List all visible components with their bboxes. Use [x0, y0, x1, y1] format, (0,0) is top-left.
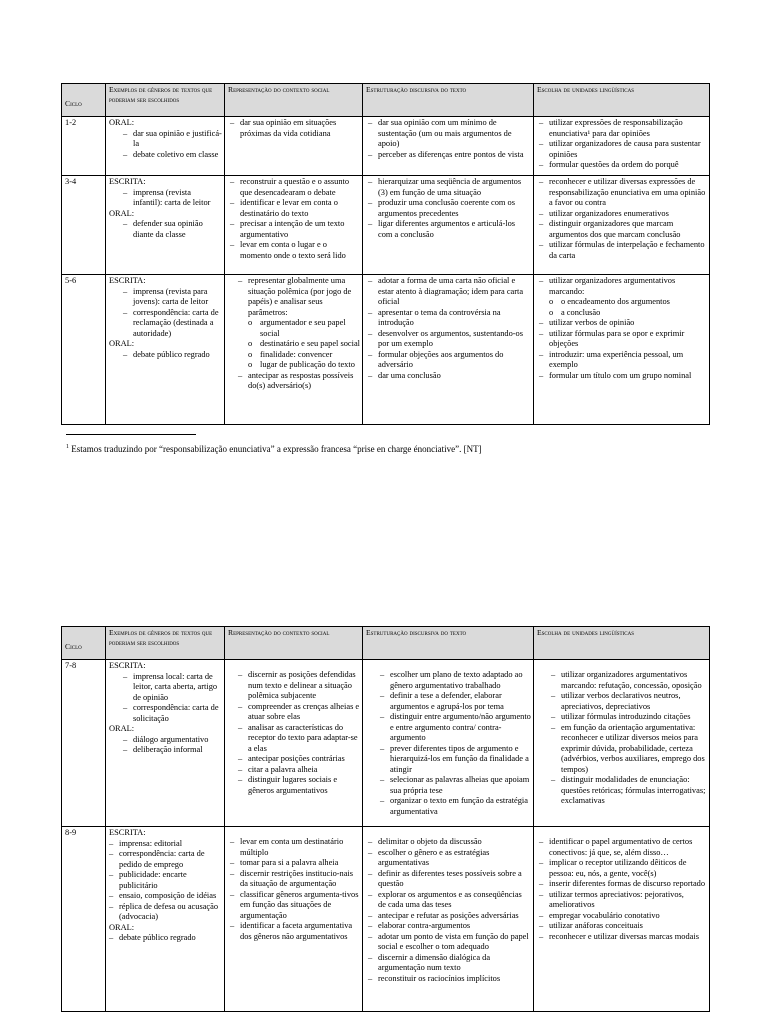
list-item: – discernir as posições defendidas num texto e delinear a situação polêmica subjacente — [236, 670, 360, 702]
structure-cell — [363, 176, 534, 275]
list-item: – utilizar fórmulas de interpelação e fechamento da carta — [537, 240, 707, 261]
list-item: – organizar o texto em função da estratégia argumentativa — [378, 796, 531, 817]
escrita-label: ESCRITA: — [109, 661, 146, 670]
list-item: – delimitar o objeto da discussão — [366, 837, 531, 848]
table-2 — [61, 626, 710, 1012]
escrita-label: ESCRITA: — [109, 276, 146, 285]
est-list — [378, 670, 531, 817]
list-item: – levar em conta um destinatário múltiplo — [228, 837, 360, 858]
esc-list — [537, 118, 707, 171]
representation-cell — [225, 117, 363, 176]
linguistic-cell — [534, 176, 710, 275]
list-item: – escolher o gênero e as estratégias argumentativas — [366, 848, 531, 869]
list-item: – levar em conta o lugar e o momento onde o texto será lido — [228, 240, 360, 261]
list-item: – dar uma conclusão — [366, 371, 531, 382]
cycle-cell: 8-9 — [62, 827, 106, 1012]
list-item: – utilizar expressões de responsabilização enunciativa¹ para dar opiniões — [537, 118, 707, 139]
genre-list — [121, 188, 222, 209]
structure-cell — [363, 275, 534, 425]
header-estruturacao: Estruturação discursiva do texto — [363, 84, 534, 117]
list-item: – analisar as características do receptor do texto para adaptar-se a elas — [236, 723, 360, 755]
cycle-cell: 3-4 — [62, 176, 106, 275]
cycle-cell: 1-2 — [62, 117, 106, 176]
list-item: – identificar e levar em conta o destinatário do texto — [228, 198, 360, 219]
rep-list — [236, 276, 360, 392]
list-item: – correspondência: carta de pedido de emprego — [109, 849, 222, 870]
list-item: – correspondência: carta de reclamação (destinada a autoridade) — [121, 308, 222, 340]
list-item: – perceber as diferenças entre pontos de vista — [366, 150, 531, 161]
footnote-mark: 1 — [66, 444, 69, 450]
structure-cell — [363, 660, 534, 827]
list-item: – explorar os argumentos e as conseqüências de cada uma das teses — [366, 890, 531, 911]
genres-cell — [106, 660, 225, 827]
list-item: – em função da orientação argumentativa: reconhecer e utilizar diversos meios para exprimir dúvida, probabilidade, certeza (advérbios, verbos auxiliares, emprego dos tempos) — [549, 723, 707, 776]
list-item: – reconhecer e utilizar diversas expressões de responsabilização enunciativa em uma opinião a favor ou contra — [537, 177, 707, 209]
list-item-text: utilizar organizadores argumentativos marcando: — [549, 276, 676, 296]
list-item: – desenvolver os argumentos, sustentando-os por um exemplo — [366, 329, 531, 350]
list-item: – debate público regrado — [121, 350, 222, 361]
sub-list-item: o argumentador e seu papel social — [248, 318, 360, 339]
esc-list — [537, 276, 707, 381]
list-item: – classificar gêneros argumenta-tivos em função das situações de argumentação — [228, 890, 360, 922]
esc-list — [549, 670, 707, 807]
list-item: – ensaio, composição de idéias — [109, 891, 222, 902]
structure-cell — [363, 117, 534, 176]
rep-list — [236, 670, 360, 796]
list-item: – elaborar contra-argumentos — [366, 921, 531, 932]
footnote-separator — [66, 434, 196, 435]
list-item: – debate público regrado — [109, 933, 222, 944]
genre-list — [121, 735, 222, 756]
footnote-text: Estamos traduzindo por “responsabilização enunciativa” a expressão francesa “prise en charge énonciative”. [NT] — [71, 444, 482, 454]
header-representacao: Representação do contexto social — [225, 84, 363, 117]
sub-list — [248, 318, 360, 371]
linguistic-cell — [534, 660, 710, 827]
list-item: – ligar diferentes argumentos e articulá-los com a conclusão — [366, 219, 531, 240]
rep-list — [228, 118, 360, 139]
table-header-row — [62, 84, 710, 117]
list-item: – utilizar fórmulas para se opor e exprimir objeções — [537, 329, 707, 350]
genres-cell — [106, 827, 225, 1012]
list-item: – antecipar as respostas possíveis do(s) adversário(s) — [236, 371, 360, 392]
list-item: – correspondência: carta de solicitação — [121, 703, 222, 724]
list-item: – utilizar fórmulas introduzindo citações — [549, 712, 707, 723]
list-item: – adotar um ponto de vista em função do papel social e escolher o tom adequado — [366, 932, 531, 953]
header-escolha: Escolha de unidades lingüísticas — [534, 84, 710, 117]
est-list — [366, 276, 531, 381]
list-item: – discernir a dimensão dialógica da argumentação num texto — [366, 953, 531, 974]
esc-list — [537, 177, 707, 261]
genre-list — [121, 350, 222, 361]
list-item: – utilizar organizadores argumentativos marcando: refutação, concessão, oposição — [549, 670, 707, 691]
list-item: – formular objeções aos argumentos do adversário — [366, 350, 531, 371]
list-item: – apresentar o tema da controvérsia na introdução — [366, 308, 531, 329]
list-item: – imprensa (revista infantil): carta de leitor — [121, 188, 222, 209]
list-item: – escolher um plano de texto adaptado ao gênero argumentativo trabalhado — [378, 670, 531, 691]
list-item: – dar sua opinião em situações próximas da vida cotidiana — [228, 118, 360, 139]
list-item: – formular um título com um grupo nominal — [537, 371, 707, 382]
list-item: – publicidade: encarte publicitário — [109, 870, 222, 891]
representation-cell — [225, 827, 363, 1012]
header-generos: Exemplos de gêneros de textos que poderiam ser escolhidos — [106, 84, 225, 117]
list-item: – reconstituir os raciocínios implícitos — [366, 974, 531, 985]
cycle-cell: 7-8 — [62, 660, 106, 827]
list-item: – definir as diferentes teses possíveis sobre a questão — [366, 869, 531, 890]
esc-list — [537, 837, 707, 942]
sub-list-item: o o encadeamento dos argumentos — [549, 297, 707, 308]
list-item: – tomar para si a palavra alheia — [228, 858, 360, 869]
list-item: – distinguir modalidades de enunciação: questões retóricas; fórmulas interrogativas; exclamativas — [549, 775, 707, 807]
list-item: – imprensa local: carta de leitor, carta aberta, artigo de opinião — [121, 672, 222, 704]
sub-list-item: o a conclusão — [549, 308, 707, 319]
list-item: – utilizar anáforas conceituais — [537, 921, 707, 932]
list-item: – imprensa: editorial — [109, 839, 222, 850]
list-item: – diálogo argumentativo — [121, 735, 222, 746]
list-item: – dar sua opinião com um mínimo de sustentação (um ou mais argumentos de apoio) — [366, 118, 531, 150]
header-estruturacao: Estruturação discursiva do texto — [363, 627, 534, 660]
list-item: – utilizar organizadores enumerativos — [537, 209, 707, 220]
list-item: – compreender as crenças alheias e atuar sobre elas — [236, 702, 360, 723]
list-item: – réplica de defesa ou acusação (advocacia) — [109, 902, 222, 923]
genres-cell — [106, 275, 225, 425]
list-item: – distinguir organizadores que marcam argumentos dos que marcam conclusão — [537, 219, 707, 240]
header-generos: Exemplos de gêneros de textos que poderiam ser escolhidos — [106, 627, 225, 660]
list-item: – distinguir entre argumento/não argumento e entre argumento contra/ contra-argumento — [378, 712, 531, 744]
sub-list-item: o lugar de publicação do texto — [248, 360, 360, 371]
list-item: – identificar a faceta argumentativa dos gêneros não argumentativos — [228, 921, 360, 942]
list-item: – inserir diferentes formas de discurso reportado — [537, 879, 707, 890]
genres-cell — [106, 117, 225, 176]
list-item: – deliberação informal — [121, 745, 222, 756]
list-item: – reconstruir a questão e o assunto que desencadearam o debate — [228, 177, 360, 198]
escrita-label: ESCRITA: — [109, 177, 146, 186]
list-item: – dar sua opinião e justificá-la — [121, 129, 222, 150]
table-1 — [61, 83, 710, 425]
representation-cell — [225, 660, 363, 827]
oral-label: ORAL: — [109, 922, 135, 932]
table-row — [62, 827, 710, 1012]
header-escolha: Escolha de unidades lingüísticas — [534, 627, 710, 660]
list-item: – formular questões da ordem do porquê — [537, 160, 707, 171]
table-row — [62, 176, 710, 275]
list-item: – defender sua opinião diante da classe — [121, 219, 222, 240]
list-item: – reconhecer e utilizar diversas marcas modais — [537, 932, 707, 943]
table-row — [62, 275, 710, 425]
genre-list — [121, 287, 222, 340]
header-ciclo: Ciclo — [62, 627, 106, 660]
list-item: – definir a tese a defender, elaborar argumentos e agrupá-los por tema — [378, 691, 531, 712]
list-item: – introduzir: uma experiência pessoal, um exemplo — [537, 350, 707, 371]
cycle-cell: 5-6 — [62, 275, 106, 425]
list-item: – antecipar e refutar as posições adversárias — [366, 911, 531, 922]
oral-label: ORAL: — [109, 339, 135, 348]
escrita-label: ESCRITA: — [109, 828, 146, 837]
list-item: – adotar a forma de uma carta não oficial e estar atento à diagramação; idem para carta oficial — [366, 276, 531, 308]
est-list — [366, 177, 531, 240]
header-representacao: Representação do contexto social — [225, 627, 363, 660]
list-item: – produzir uma conclusão coerente com os argumentos precedentes — [366, 198, 531, 219]
linguistic-cell — [534, 117, 710, 176]
oral-label: ORAL: — [109, 724, 135, 733]
list-item: – selecionar as palavras alheias que apoiam sua própria tese — [378, 775, 531, 796]
table-header-row — [62, 627, 710, 660]
sub-list-item: o finalidade: convencer — [248, 350, 360, 361]
list-item: – discernir restrições institucio-nais da situação de argumentação — [228, 869, 360, 890]
genres-cell — [106, 176, 225, 275]
rep-list — [228, 837, 360, 942]
list-item: – utilizar termos apreciativos: pejorativos, ameliorativos — [537, 890, 707, 911]
rep-list — [228, 177, 360, 261]
genre-list — [121, 129, 222, 161]
list-item-text: representar globalmente uma situação polêmica (por jogo de papéis) e analisar seus parâmetros: — [248, 276, 352, 317]
list-item: – citar a palavra alheia — [236, 765, 360, 776]
oral-label: ORAL: — [109, 208, 135, 218]
list-item: – debate coletivo em classe — [121, 150, 222, 161]
table-row — [62, 117, 710, 176]
list-item: – distinguir lugares sociais e gêneros argumentativos — [236, 775, 360, 796]
linguistic-cell — [534, 275, 710, 425]
list-item: – utilizar verbos declarativos neutros, apreciativos, depreciativos — [549, 691, 707, 712]
structure-cell — [363, 827, 534, 1012]
list-item: – hierarquizar uma seqüência de argumentos (3) em função de uma situação — [366, 177, 531, 198]
list-item: – implicar o receptor utilizando dêiticos de pessoa: eu, nós, a gente, você(s) — [537, 858, 707, 879]
sub-list-item: o destinatário e seu papel social — [248, 339, 360, 350]
genre-list — [109, 839, 222, 923]
list-item: – utilizar organizadores de causa para sustentar opiniões — [537, 139, 707, 160]
list-item: – antecipar posições contrárias — [236, 754, 360, 765]
list-item: – precisar a intenção de um texto argumentativo — [228, 219, 360, 240]
representation-cell — [225, 275, 363, 425]
oral-label: ORAL: — [109, 118, 135, 127]
representation-cell — [225, 176, 363, 275]
list-item — [537, 276, 707, 318]
table-row — [62, 660, 710, 827]
genre-list — [121, 219, 222, 240]
genre-list — [121, 672, 222, 725]
sub-list — [549, 297, 707, 318]
genre-list — [109, 933, 222, 944]
header-ciclo: Ciclo — [62, 84, 106, 117]
list-item: – imprensa (revista para jovens): carta de leitor — [121, 287, 222, 308]
est-list — [366, 837, 531, 984]
list-item: – identificar o papel argumentativo de certos conectivos: já que, se, além disso… — [537, 837, 707, 858]
list-item: – empregar vocabulário conotativo — [537, 911, 707, 922]
list-item: – prever diferentes tipos de argumento e hierarquizá-los em função da finalidade a atingir — [378, 744, 531, 776]
est-list — [366, 118, 531, 160]
list-item — [236, 276, 360, 371]
footnote — [66, 444, 482, 455]
linguistic-cell — [534, 827, 710, 1012]
list-item: – utilizar verbos de opinião — [537, 318, 707, 329]
